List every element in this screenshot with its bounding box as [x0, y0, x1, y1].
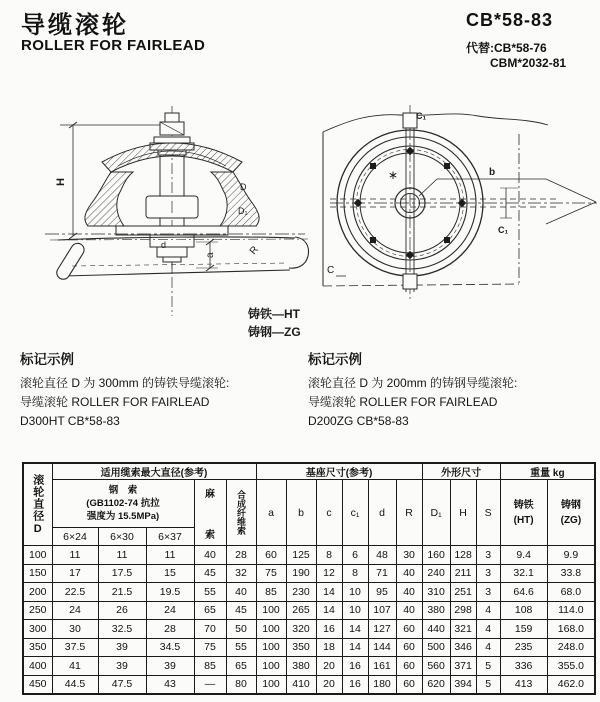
table-cell: 60 — [256, 546, 286, 565]
table-cell: 95 — [368, 583, 396, 602]
table-cell: 346 — [450, 638, 476, 657]
group-head-weight: 重量 kg — [500, 463, 595, 480]
table-cell: 32.5 — [98, 620, 146, 639]
col-head-hemp — [194, 480, 226, 546]
table-cell: 18 — [316, 638, 342, 657]
hemp-char: 索 — [205, 529, 215, 541]
table-cell: 128 — [450, 546, 476, 565]
table-cell: 28 — [226, 546, 256, 565]
table-cell: 30 — [52, 620, 98, 639]
table-cell: 45 — [226, 601, 256, 620]
cast-steel-code: (ZG) — [560, 514, 582, 526]
table-cell: 462.0 — [547, 675, 595, 694]
dim-label-r: R — [247, 244, 261, 257]
table-cell: 14 — [342, 620, 368, 639]
dim-label-h: H — [55, 178, 67, 186]
table-cell: 235 — [500, 638, 547, 657]
col-head-synthetic: 合成纤维索 — [226, 480, 256, 546]
col-head-cast-iron — [500, 480, 547, 546]
table-cell: 40 — [396, 583, 422, 602]
spec-table — [22, 462, 596, 695]
table-cell: 44.5 — [52, 675, 98, 694]
table-cell: 248.0 — [547, 638, 595, 657]
col-head-H: H — [450, 480, 476, 546]
table-cell: 100 — [256, 601, 286, 620]
table-cell: 560 — [422, 657, 450, 676]
table-cell: 4 — [476, 601, 500, 620]
hemp-char: 麻 — [205, 488, 215, 500]
table-cell: 40 — [194, 546, 226, 565]
group-head-base: 基座尺寸(参考) — [256, 463, 422, 480]
table-cell: 100 — [256, 675, 286, 694]
dim-label-dia1: D₁ — [238, 206, 248, 216]
table-cell: 160 — [422, 546, 450, 565]
example-line: 导缆滚轮 ROLLER FOR FAIRLEAD — [20, 395, 210, 409]
table-cell: 16 — [342, 675, 368, 694]
table-cell: 14 — [316, 601, 342, 620]
table-cell: 60 — [396, 675, 422, 694]
table-cell: 4 — [476, 638, 500, 657]
dim-label-c: C — [327, 265, 335, 276]
table-cell: 65 — [226, 657, 256, 676]
table-cell: 150 — [23, 564, 52, 583]
replaces-standard: 代替:CB*58-76 — [466, 41, 547, 55]
table-cell: 355.0 — [547, 657, 595, 676]
dim-label-b: b — [489, 167, 496, 178]
table-row — [23, 564, 595, 583]
table-cell: 11 — [146, 546, 194, 565]
table-cell: 125 — [286, 546, 316, 565]
table-cell: 47.5 — [98, 675, 146, 694]
table-cell: 413 — [500, 675, 547, 694]
table-cell: 6 — [342, 546, 368, 565]
table-cell: 21.5 — [98, 583, 146, 602]
table-cell: 410 — [286, 675, 316, 694]
dim-label-c1-top: C₁ — [416, 111, 427, 121]
col-head-R: R — [396, 480, 422, 546]
table-cell: 500 — [422, 638, 450, 657]
roller-dia-symbol: D — [33, 522, 42, 535]
table-cell: 60 — [396, 657, 422, 676]
col-head-cast-steel — [547, 480, 595, 546]
table-cell: 100 — [256, 620, 286, 639]
table-cell: 159 — [500, 620, 547, 639]
material-note-cast-iron: 铸铁—HT — [248, 307, 300, 321]
dim-label-dia: D — [240, 182, 247, 192]
table-cell: 300 — [23, 620, 52, 639]
table-cell: 180 — [368, 675, 396, 694]
table-cell: 265 — [286, 601, 316, 620]
table-row — [23, 601, 595, 620]
steel-rope-line: 强度为 15.5MPa) — [86, 511, 160, 522]
material-note-cast-steel: 铸钢—ZG — [248, 325, 301, 339]
table-cell: 20 — [316, 675, 342, 694]
page-title-en: ROLLER FOR FAIRLEAD — [21, 37, 206, 54]
table-cell: 5 — [476, 675, 500, 694]
table-cell: 371 — [450, 657, 476, 676]
example-title: 标记示例 — [308, 352, 362, 367]
table-cell: 620 — [422, 675, 450, 694]
group-head-rope: 适用缆索最大直径(参考) — [52, 463, 256, 480]
col-head-a: a — [256, 480, 286, 546]
table-cell: 32 — [226, 564, 256, 583]
table-cell: 8 — [342, 564, 368, 583]
table-row — [23, 620, 595, 639]
table-cell: 14 — [316, 583, 342, 602]
table-cell: 10 — [342, 583, 368, 602]
example-title: 标记示例 — [20, 352, 74, 367]
table-cell: 3 — [476, 583, 500, 602]
table-cell: 4 — [476, 620, 500, 639]
table-cell: 9.9 — [547, 546, 595, 565]
table-cell: 39 — [98, 657, 146, 676]
table-cell: 250 — [23, 601, 52, 620]
table-cell: 34.5 — [146, 638, 194, 657]
table-cell: 24 — [52, 601, 98, 620]
col-head-6x24: 6×24 — [52, 528, 98, 546]
col-head-roller-dia — [23, 463, 52, 546]
top-plan-view — [323, 105, 597, 299]
marking-example-left — [20, 350, 305, 431]
table-cell: 40 — [226, 583, 256, 602]
table-cell: 240 — [422, 564, 450, 583]
table-cell: 336 — [500, 657, 547, 676]
table-cell: 108 — [500, 601, 547, 620]
table-cell: 55 — [194, 583, 226, 602]
table-cell: 9.4 — [500, 546, 547, 565]
spec-table-wrap — [22, 462, 596, 695]
table-cell: 394 — [450, 675, 476, 694]
table-cell: 16 — [316, 620, 342, 639]
steel-rope-line: 钢 索 — [108, 485, 138, 496]
table-cell: 100 — [256, 657, 286, 676]
table-cell: 380 — [422, 601, 450, 620]
table-cell: 127 — [368, 620, 396, 639]
example-line: 导缆滚轮 ROLLER FOR FAIRLEAD — [308, 395, 498, 409]
col-head-c1: c₁ — [342, 480, 368, 546]
table-cell: 380 — [286, 657, 316, 676]
table-cell: 168.0 — [547, 620, 595, 639]
cast-iron-code: (HT) — [513, 514, 534, 526]
table-cell: 41 — [52, 657, 98, 676]
table-cell: 33.8 — [547, 564, 595, 583]
table-cell: 400 — [23, 657, 52, 676]
table-cell: 37.5 — [52, 638, 98, 657]
table-cell: 19.5 — [146, 583, 194, 602]
table-cell: 40 — [396, 601, 422, 620]
table-row — [23, 675, 595, 694]
table-cell: 298 — [450, 601, 476, 620]
table-cell: 211 — [450, 564, 476, 583]
table-cell: 65 — [194, 601, 226, 620]
table-cell: 12 — [316, 564, 342, 583]
table-cell: 75 — [256, 564, 286, 583]
example-line: 滚轮直径 D 为 300mm 的铸铁导缆滚轮: — [20, 376, 230, 390]
table-cell: 16 — [342, 657, 368, 676]
dim-label-c1-side: C₁ — [498, 225, 509, 235]
table-cell: 60 — [396, 638, 422, 657]
table-cell: 24 — [146, 601, 194, 620]
col-head-b: b — [286, 480, 316, 546]
table-cell: 50 — [226, 620, 256, 639]
dim-label-a: a — [205, 252, 216, 258]
table-cell: 144 — [368, 638, 396, 657]
table-cell: 64.6 — [500, 583, 547, 602]
table-cell: 350 — [286, 638, 316, 657]
table-cell: 40 — [396, 564, 422, 583]
asterisk-mark: ∗ — [388, 168, 399, 182]
table-cell: 321 — [450, 620, 476, 639]
col-head-c: c — [316, 480, 342, 546]
side-section-view — [45, 106, 346, 316]
table-cell: 39 — [98, 638, 146, 657]
roller-dia-label: 滚轮直径 — [31, 473, 44, 522]
table-cell: 43 — [146, 675, 194, 694]
table-cell: 80 — [226, 675, 256, 694]
table-cell: 3 — [476, 546, 500, 565]
table-row — [23, 546, 595, 565]
marking-example-right — [308, 350, 593, 431]
page-title: 导缆滚轮 — [21, 12, 129, 39]
table-cell: 440 — [422, 620, 450, 639]
example-line: D300HT CB*58-83 — [20, 414, 120, 428]
table-cell: 310 — [422, 583, 450, 602]
cast-steel-label: 铸钢 — [560, 499, 581, 511]
table-cell: 3 — [476, 564, 500, 583]
table-cell: 32.1 — [500, 564, 547, 583]
table-cell: 8 — [316, 546, 342, 565]
table-cell: 45 — [194, 564, 226, 583]
technical-drawing — [0, 100, 600, 340]
table-cell: 26 — [98, 601, 146, 620]
table-cell: 60 — [396, 620, 422, 639]
table-body — [23, 546, 595, 694]
example-line: D200ZG CB*58-83 — [308, 414, 409, 428]
table-cell: 70 — [194, 620, 226, 639]
col-head-D1: D₁ — [422, 480, 450, 546]
table-cell: 200 — [23, 583, 52, 602]
table-cell: 48 — [368, 546, 396, 565]
table-cell: 17 — [52, 564, 98, 583]
table-cell: 55 — [226, 638, 256, 657]
col-head-6x37: 6×37 — [146, 528, 194, 546]
table-cell: 114.0 — [547, 601, 595, 620]
table-cell: 350 — [23, 638, 52, 657]
group-head-outline: 外形尺寸 — [422, 463, 500, 480]
cast-iron-label: 铸铁 — [513, 499, 534, 511]
table-cell: 10 — [342, 601, 368, 620]
table-cell: 14 — [342, 638, 368, 657]
table-cell: 28 — [146, 620, 194, 639]
table-row — [23, 638, 595, 657]
table-row — [23, 657, 595, 676]
table-cell: 20 — [316, 657, 342, 676]
table-cell: 320 — [286, 620, 316, 639]
table-cell: 30 — [396, 546, 422, 565]
table-cell: 161 — [368, 657, 396, 676]
table-cell: 15 — [146, 564, 194, 583]
table-cell: 251 — [450, 583, 476, 602]
table-cell: 22.5 — [52, 583, 98, 602]
table-cell: 450 — [23, 675, 52, 694]
dim-label-d: d — [161, 240, 167, 250]
table-cell: 100 — [256, 638, 286, 657]
table-cell: 107 — [368, 601, 396, 620]
table-cell: 11 — [52, 546, 98, 565]
table-cell: 17.5 — [98, 564, 146, 583]
table-cell: 230 — [286, 583, 316, 602]
example-line: 滚轮直径 D 为 200mm 的铸钢导缆滚轮: — [308, 376, 518, 390]
table-cell: 11 — [98, 546, 146, 565]
table-row — [23, 583, 595, 602]
col-head-6x30: 6×30 — [98, 528, 146, 546]
standard-number: CB*58-83 — [466, 10, 554, 30]
table-cell: 190 — [286, 564, 316, 583]
table-cell: 71 — [368, 564, 396, 583]
table-cell: 85 — [194, 657, 226, 676]
replaces-standard-2: CBM*2032-81 — [490, 56, 567, 70]
table-cell: 75 — [194, 638, 226, 657]
col-head-d: d — [368, 480, 396, 546]
col-head-steel-rope — [52, 480, 194, 528]
table-cell: 68.0 — [547, 583, 595, 602]
steel-rope-line: (GB1102-74 抗拉 — [86, 498, 160, 509]
table-cell: 100 — [23, 546, 52, 565]
table-cell: 39 — [146, 657, 194, 676]
table-cell: — — [194, 675, 226, 694]
col-head-S: S — [476, 480, 500, 546]
table-cell: 85 — [256, 583, 286, 602]
table-cell: 5 — [476, 657, 500, 676]
